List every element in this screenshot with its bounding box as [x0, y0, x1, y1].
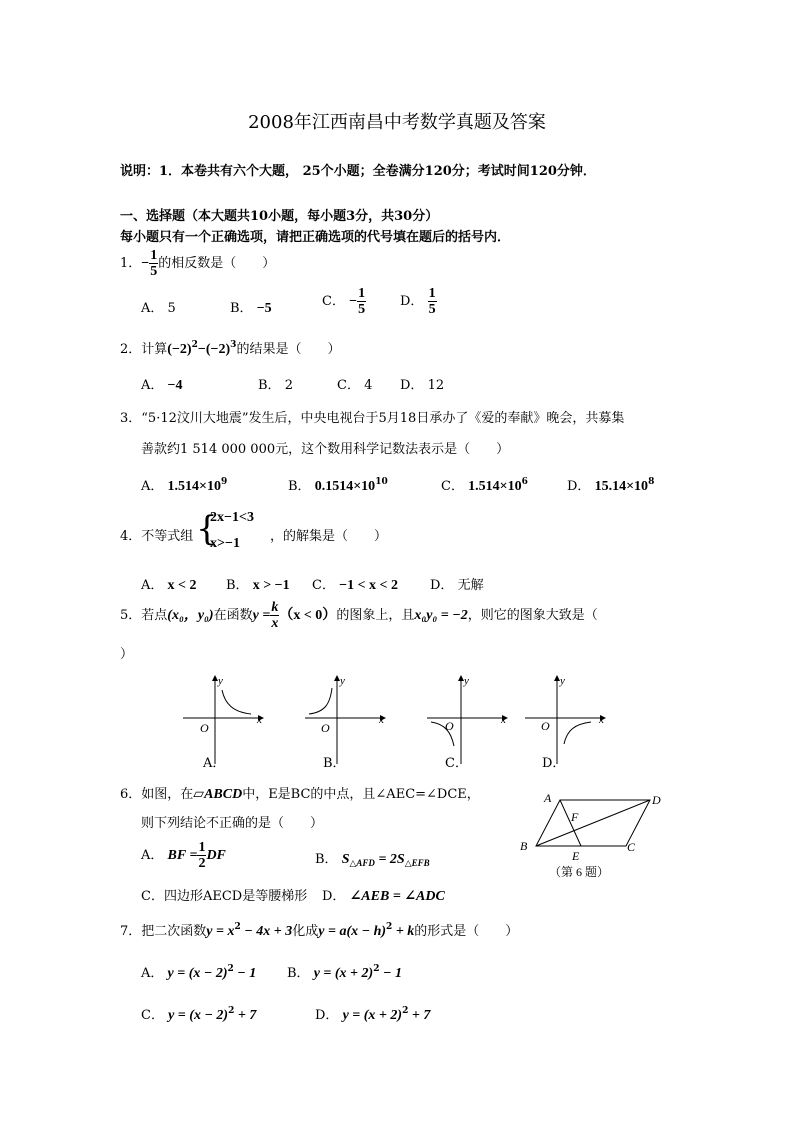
q4-inequality-1: 2x−1<3	[210, 510, 254, 525]
svg-text:E: E	[572, 849, 580, 863]
svg-text:O: O	[445, 719, 454, 733]
svg-text:x: x	[257, 714, 262, 726]
graph-a	[183, 675, 263, 764]
question-4-num: 4．不等式组	[120, 529, 194, 544]
question-5-wrap: ）	[120, 647, 134, 662]
svg-text:x: x	[599, 714, 604, 726]
graph-b	[305, 675, 385, 764]
svg-text:（第 6 题）: （第 6 题）	[549, 865, 610, 879]
q4-text: ，的解集是（ ）	[270, 529, 388, 544]
q6-option-b: B． $S_{\triangle AFD} = 2S_{\triangle EFB}$	[315, 852, 430, 868]
question-7: 7．把二次函数$y = x^2 - 4x + 3$化成$y = a(x - h)^2 + k$的形式是（ ）	[120, 922, 519, 939]
section-heading: 一、选择题（本大题共10小题，每小题3分，共30分）	[120, 209, 439, 224]
question-3: 3．“5·12汶川大地震”发生后，中央电视台于5月18日承办了《爱的奉献》晚会，共募集	[120, 411, 625, 426]
q4-inequality-2: x>−1	[210, 536, 240, 551]
graph-label-b: B．	[323, 756, 346, 771]
svg-text:x: x	[501, 714, 506, 726]
section-instruction: 每小题只有一个正确选项，请把正确选项的代号填在题后的括号内．	[120, 230, 511, 245]
svg-text:x: x	[379, 714, 384, 726]
q4-option-a: A． x < 2	[141, 578, 197, 593]
svg-text:y: y	[218, 675, 223, 687]
question-6: 6．如图，在▱ABCD中，E是BC的中点，且∠AEC=∠DCE，	[120, 787, 480, 802]
question-5: 5．若点(x₀，y₀)在函数y = $\frac{k}{x}$ （x < 0）的图象上，且x₀y₀ = −2，则它的图象大致是（	[120, 600, 598, 631]
q4-option-b: B． x > −1	[226, 578, 290, 593]
question-1: 1．− $\frac{1}{5}$ 的相反数是（ ）	[120, 248, 276, 279]
q6-option-a: A． BF = $\frac{1}{2}$ DF	[141, 840, 226, 871]
svg-text:B: B	[520, 839, 528, 853]
svg-text:O: O	[541, 719, 550, 733]
q1-option-c: C． − $\frac{1}{5}$	[322, 286, 366, 317]
q4-option-d: D． 无解	[430, 578, 484, 593]
svg-text:O: O	[200, 721, 209, 735]
page-title: 2008年江西南昌中考数学真题及答案	[248, 112, 546, 133]
svg-text:D: D	[652, 793, 661, 807]
brace-symbol: {	[196, 509, 218, 549]
svg-text:y: y	[560, 675, 565, 687]
q6-option-d: D． ∠AEB = ∠ADC	[322, 889, 445, 904]
q4-option-c: C． −1 < x < 2	[312, 578, 399, 593]
graph-c	[427, 675, 507, 764]
q1-option-a: A． 5	[141, 301, 176, 316]
q2-option-c: C． 4	[337, 378, 373, 393]
q7-option-c: C． $y = (x - 2)^2 + 7$	[141, 1006, 257, 1023]
q3-option-b: B． $0.1514\times 10^{10}$	[288, 477, 388, 494]
svg-text:y: y	[340, 675, 345, 687]
svg-text:C: C	[627, 840, 636, 854]
question-3-line2: 善款约1 514 000 000元，这个数用科学记数法表示是（ ）	[141, 442, 510, 457]
q6-option-c: C．四边形AECD是等腰梯形	[141, 889, 308, 904]
q1-option-b: B． −5	[230, 301, 272, 316]
q7-option-d: D． $y = (x + 2)^2 + 7$	[315, 1006, 431, 1023]
q3-option-d: D． $15.14\times 10^8$	[567, 477, 655, 494]
svg-text:F: F	[571, 810, 579, 824]
svg-text:y: y	[464, 675, 469, 687]
exam-note: 说明：1．本卷共有六个大题， 25个小题；全卷满分120分；考试时间120分钟．	[120, 164, 596, 179]
q3-option-c: C． $1.514\times 10^6$	[441, 477, 528, 494]
q1-option-d: D． $\frac{1}{5}$	[400, 286, 436, 317]
question-2: 2．计算$(-2)^2-(-2)^3$的结果是（ ）	[120, 340, 341, 357]
q2-option-d: D． 12	[400, 378, 445, 393]
q7-option-a: A． $y = (x - 2)^2 - 1$	[141, 964, 257, 981]
q2-option-a: A． −4	[141, 378, 183, 393]
svg-text:O: O	[321, 721, 330, 735]
graph-label-d: D．	[542, 756, 566, 771]
q3-option-a: A． $1.514\times 10^9$	[141, 477, 228, 494]
q7-option-b: B． $y = (x + 2)^2 - 1$	[287, 964, 402, 981]
graph-label-a: A．	[203, 756, 226, 771]
svg-text:A: A	[544, 791, 552, 805]
graph-label-c: C．	[445, 756, 468, 771]
q6-figure	[512, 786, 662, 882]
graph-d	[525, 675, 605, 764]
q2-option-b: B． 2	[258, 378, 293, 393]
question-6-line2: 则下列结论不正确的是（ ）	[141, 816, 324, 831]
